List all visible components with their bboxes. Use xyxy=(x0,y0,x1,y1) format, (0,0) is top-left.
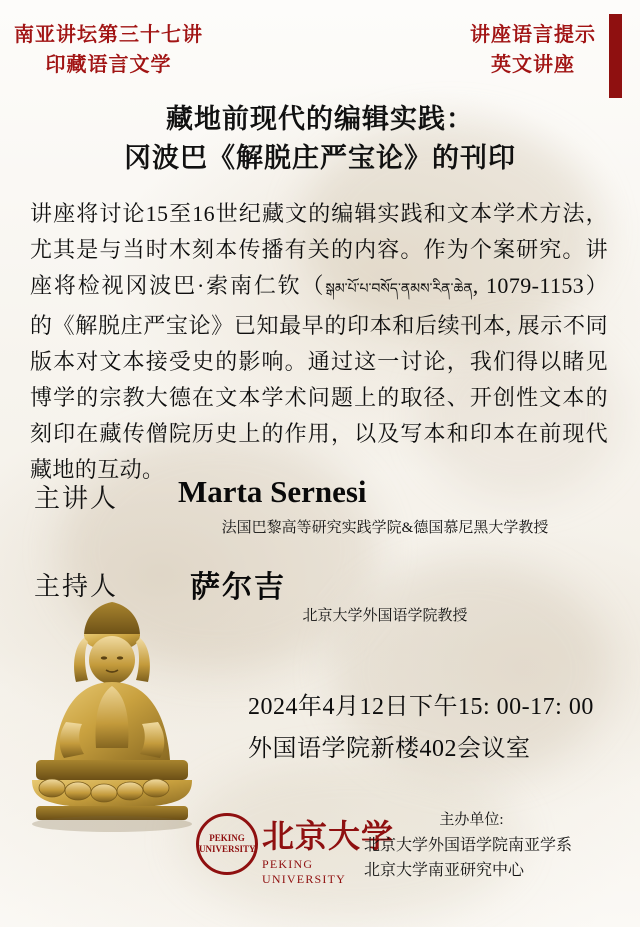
speaker-role-label: 主讲人 xyxy=(34,484,119,513)
series-line-2: 印藏语言文学 xyxy=(45,54,172,76)
organizers-section xyxy=(364,808,624,883)
speaker-row xyxy=(30,474,610,518)
organizers-heading: 主办单位: xyxy=(439,812,504,828)
event-venue: 外国语学院新楼402会议室 xyxy=(248,736,531,762)
language-note-line-2: 英文讲座 xyxy=(491,54,575,76)
title-line-1: 藏地前现代的编辑实践： xyxy=(166,104,474,134)
abstract-text xyxy=(30,196,608,488)
people-section xyxy=(30,474,610,624)
event-details xyxy=(248,686,618,770)
pku-seal-icon xyxy=(196,813,258,875)
abstract-tibetan-name: སྒམ་པོ་པ་བསོད་ནམས་རིན་ཆེན xyxy=(325,282,473,297)
title-line-2: 冈波巴《解脱庄严宝论》的刊印 xyxy=(124,143,516,173)
host-affiliation: 北京大学外国语学院教授 xyxy=(302,608,468,624)
pku-seal-text: PEKING UNIVERSITY xyxy=(199,833,256,854)
page-title xyxy=(40,100,600,178)
language-note xyxy=(470,20,596,80)
host-role-label: 主持人 xyxy=(34,572,119,601)
host-name: 萨尔吉 xyxy=(190,571,286,604)
event-datetime: 2024年4月12日下午15: 00-17: 00 xyxy=(248,694,594,720)
poster-header xyxy=(0,18,640,98)
speaker-affiliation: 法国巴黎高等研究实践学院&德国慕尼黑大学教授 xyxy=(221,520,549,536)
pku-name-chinese: 北京大学 xyxy=(262,818,395,854)
pku-name-english: PEKING UNIVERSITY xyxy=(262,857,346,886)
series-line-1: 南亚讲坛第三十七讲 xyxy=(14,24,203,46)
abstract-part-2: , 1079-1153）的《解脱庄严宝论》已知最早的印本和后续刊本, 展示不同版本对文本接受史的影响。通过这一讨论，我们得以睹见博学的宗教大德在文本学术问题上的取径、开创性文本的刻印在藏传僧院历史上的作用，以及写本和印本在前现代藏地的互动。 xyxy=(30,273,608,482)
buddhist-statue-image xyxy=(14,588,210,836)
organizer-item: 北京大学南亚研究中心 xyxy=(364,862,525,879)
speaker-name: Marta Sernesi xyxy=(178,474,367,509)
organizer-item: 北京大学外国语学院南亚学系 xyxy=(364,837,573,854)
language-note-line-1: 讲座语言提示 xyxy=(470,24,596,46)
abstract-part-1: 讲座将讨论15至16世纪藏文的编辑实践和文本学术方法，尤其是与当时木刻本传播有关的内容。作为个案研究。讲座将检视冈波巴·索南仁钦（ xyxy=(30,201,608,298)
lecture-series-label xyxy=(14,20,203,80)
